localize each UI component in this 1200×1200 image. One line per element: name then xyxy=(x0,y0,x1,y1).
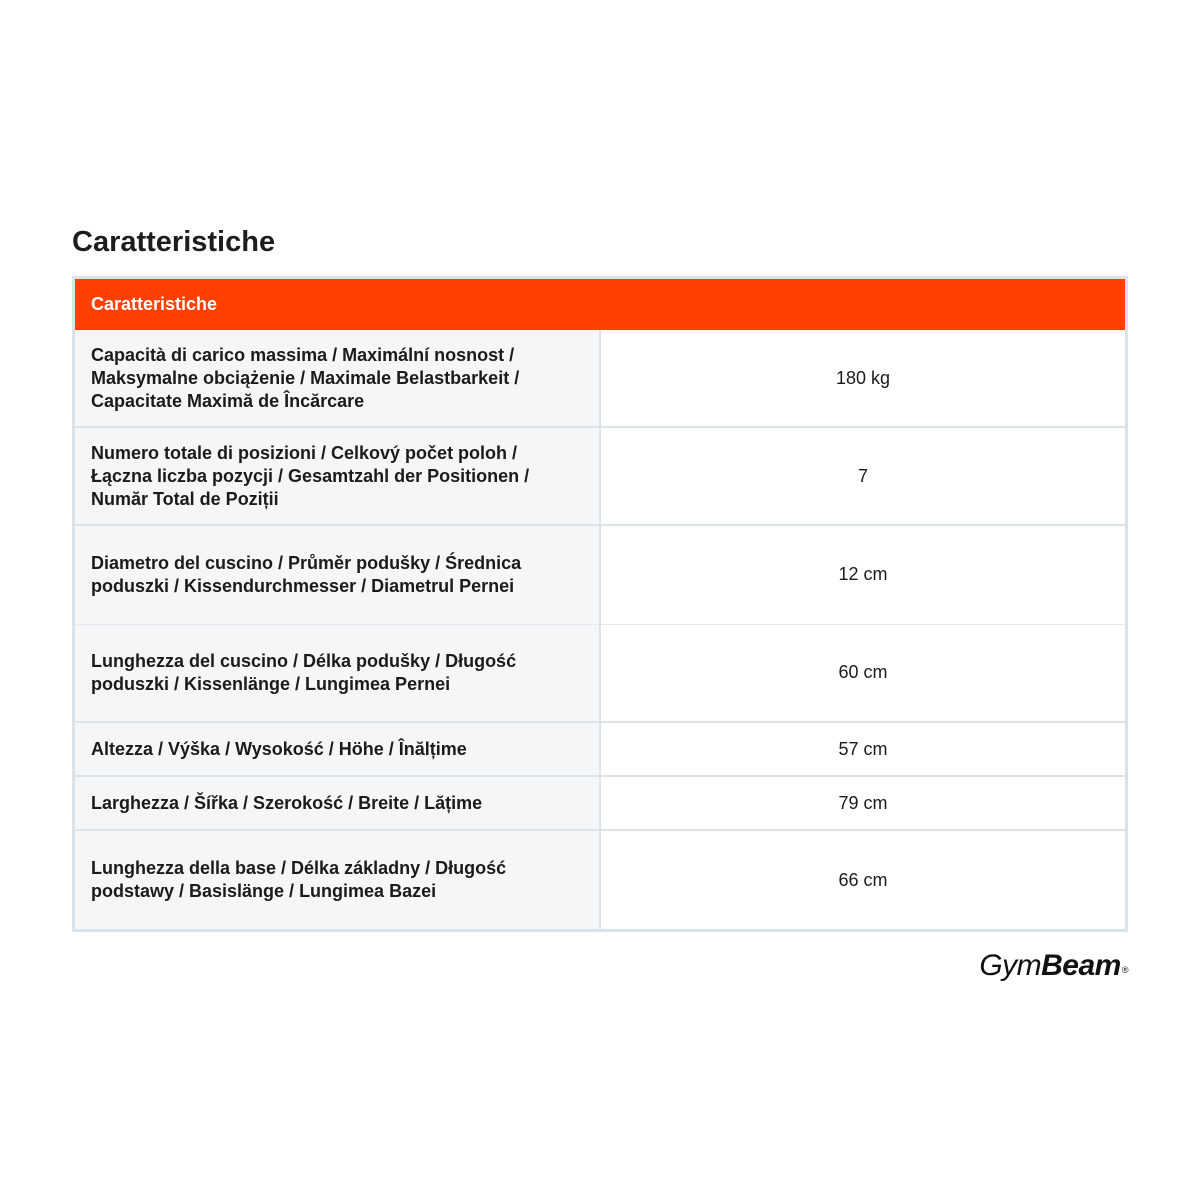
spec-value: 7 xyxy=(600,427,1125,525)
spec-label: Numero totale di posizioni / Celkový počet poloh / Łączna liczba pozycji / Gesamtzahl der Positionen / Număr Total de Poziții xyxy=(75,427,600,525)
specifications-table xyxy=(75,279,1125,929)
spec-value: 60 cm xyxy=(600,624,1125,722)
spec-label: Altezza / Výška / Wysokość / Höhe / Înălțime xyxy=(75,722,600,776)
spec-label: Lunghezza del cuscino / Délka podušky / Długość poduszki / Kissenlänge / Lungimea Pernei xyxy=(75,624,600,722)
gymbeam-logo xyxy=(979,948,1128,984)
table-header-row xyxy=(75,279,1125,330)
table-row xyxy=(75,722,1125,776)
spec-value: 66 cm xyxy=(600,830,1125,929)
spec-label: Diametro del cuscino / Průměr podušky / Średnica poduszki / Kissendurchmesser / Diametrul Pernei xyxy=(75,525,600,624)
table-header: Caratteristiche xyxy=(75,279,1125,330)
spec-label: Capacità di carico massima / Maximální nosnost / Maksymalne obciążenie / Maximale Belastbarkeit / Capacitate Maximă de Încărcare xyxy=(75,330,600,427)
table-row xyxy=(75,830,1125,929)
registered-mark: ® xyxy=(1121,965,1128,975)
spec-label: Lunghezza della base / Délka základny / Długość podstawy / Basislänge / Lungimea Bazei xyxy=(75,830,600,929)
specifications-table-container xyxy=(72,276,1128,932)
spec-value: 12 cm xyxy=(600,525,1125,624)
logo-text-gym: Gym xyxy=(979,949,1042,982)
spec-value: 180 kg xyxy=(600,330,1125,427)
table-row xyxy=(75,624,1125,722)
spec-value: 79 cm xyxy=(600,776,1125,830)
spec-value: 57 cm xyxy=(600,722,1125,776)
spec-label: Larghezza / Šířka / Szerokość / Breite / Lățime xyxy=(75,776,600,830)
table-row xyxy=(75,330,1125,427)
table-row xyxy=(75,776,1125,830)
table-row xyxy=(75,525,1125,624)
page-title: Caratteristiche xyxy=(72,226,276,258)
table-row xyxy=(75,427,1125,525)
logo-text-beam: Beam xyxy=(1041,949,1121,982)
